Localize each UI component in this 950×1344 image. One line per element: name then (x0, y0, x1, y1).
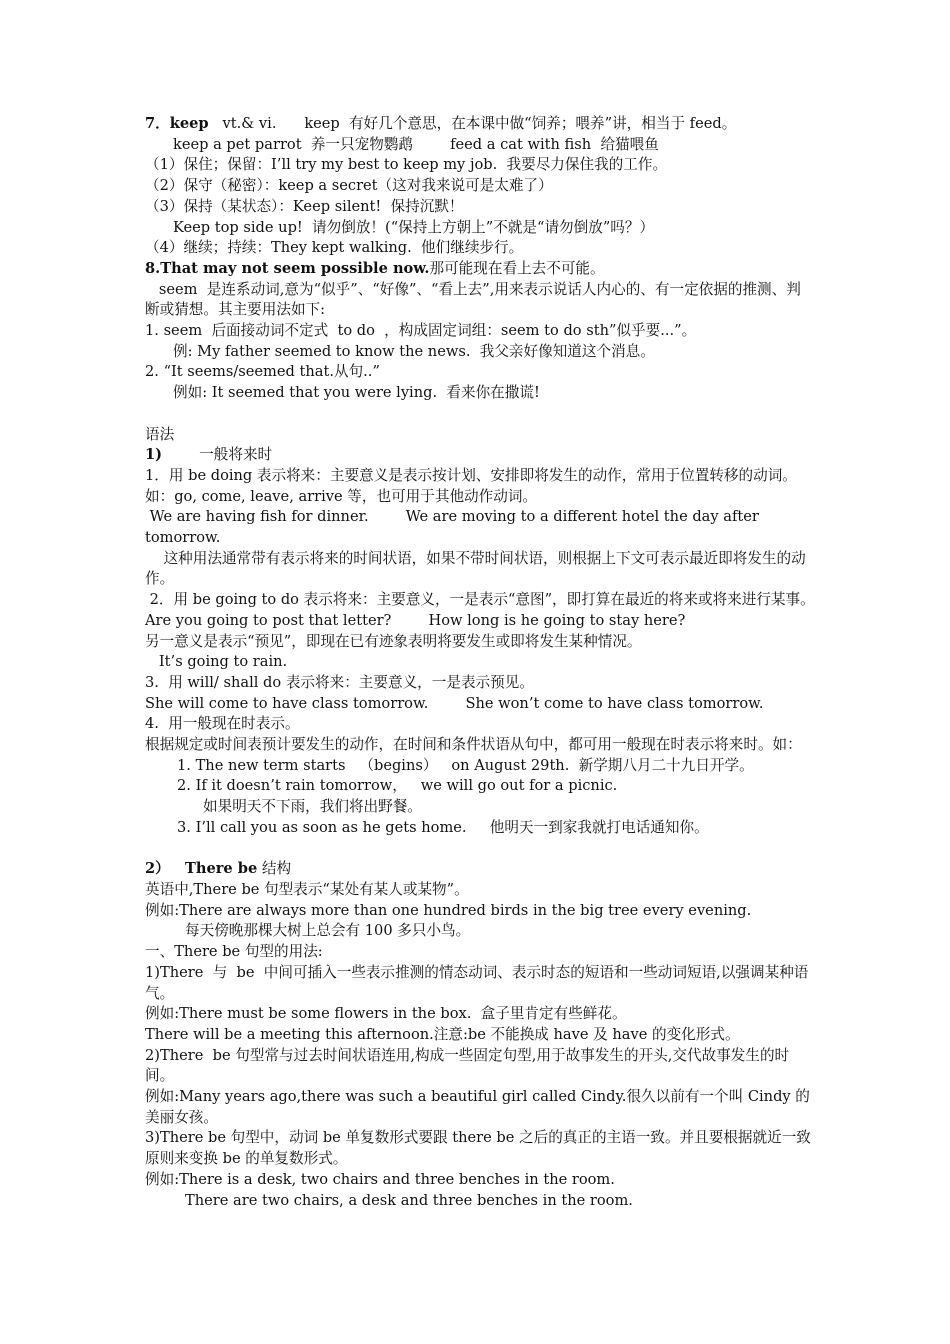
text-line: 例如: It seemed that you were lying. 看来你在撒谎! (173, 384, 540, 402)
text-line (145, 114, 815, 135)
text-line: （2）保守（秘密）：keep a secret（这对我来说可是太难了） (145, 177, 553, 195)
text-line: 例: My father seemed to know the news. 我父亲好像知道这个消息。 (173, 342, 655, 360)
text-line: 语法 (145, 425, 175, 443)
text-line: Keep top side up! 请勿倒放！(“保持上方朝上”不就是“请勿倒放”吗？） (173, 218, 655, 236)
bold-heading: 7．keep (145, 115, 209, 132)
text-line: 例如:There must be some flowers in the box. 盒子里肯定有些鲜花。 (145, 1005, 627, 1023)
line-text: 那可能现在看上去不可能。 (429, 259, 605, 277)
text-line: 例如:There are always more than one hundred birds in the big tree every evening. (145, 901, 752, 919)
text-line: 3)There be 句型中，动词 be 单复数形式要跟 there be 之后的真正的主语一致。并且要根据就近一致原则来变换 be 的单复数形式。 (145, 1129, 811, 1168)
text-line: 例如:Many years ago,there was such a beautiful girl called Cindy.很久以前有一个叫 Cindy 的美丽女孩。 (145, 1088, 810, 1126)
text-line: 3. 用 will/ shall do 表示将来：主要意义，一是表示预见。 (145, 673, 534, 691)
text-line: 英语中,There be 句型表示“某处有某人或某物”。 (145, 880, 469, 898)
text-line: 4. 用一般现在时表示。 (145, 715, 300, 733)
text-line: There will be a meeting this afternoon.注意:be 不能换成 have 及 have 的变化形式。 (145, 1025, 740, 1043)
text-line: 例如:There is a desk, two chairs and three benches in the room. (145, 1170, 615, 1188)
text-line: 2)There be 句型常与过去时间状语连用,构成一些固定句型,用于故事发生的开头,交代故事发生的时间。 (145, 1046, 790, 1085)
line-text: 一般将来时 (162, 446, 273, 464)
text-line: seem 是连系动词,意为“似乎”、“好像”、“看上去”,用来表示说话人内心的、有一定依据的推测、判断或猜想。其主要用法如下: (145, 280, 801, 319)
line-text: vt.& vi. keep 有好几个意思，在本课中做“饲养；喂养”讲，相当于 feed。 (208, 115, 737, 132)
bold-heading: 2） There be (145, 860, 258, 878)
text-line: （3）保持（某状态）：Keep silent! 保持沉默！ (145, 197, 464, 215)
text-line: 一、There be 句型的用法: (145, 943, 323, 961)
text-line: 3. I’ll call you as soon as he gets home. 他明天一到家我就打电话通知你。 (177, 818, 709, 836)
text-line (145, 839, 815, 860)
text-line: We are having fish for dinner. We are moving to a different hotel the day after tomorrow. (145, 508, 764, 547)
text-line: 1．用 be doing 表示将来：主要意义是表示按计划、安排即将发生的动作，常用于位置转移的动词。 如：go, come, leave, arrive 等，也可用于其他动作动词。 (145, 466, 807, 505)
text-line: 2. “It seems/seemed that.从句..” (145, 363, 380, 381)
text-line (145, 859, 815, 880)
bold-heading: 8.That may not seem possible now. (145, 259, 430, 277)
line-text: 结构 (257, 860, 292, 878)
text-line (145, 445, 815, 466)
text-line: 2. If it doesn’t rain tomorrow， we will go out for a picnic. (177, 777, 618, 795)
text-line: 根据规定或时间表预计要发生的动作，在时间和条件状语从句中，都可用一般现在时表示将来时。如： (145, 736, 802, 754)
text-line: keep a pet parrot 养一只宠物鹦鹉 feed a cat with fish 给猫喂鱼 (173, 135, 659, 153)
text-line: 2．用 be going to do 表示将来：主要意义，一是表示“意图”，即打算在最近的将来或将来进行某事。 Are you going to post that letter? How long is he going to stay here? (145, 591, 843, 629)
text-line (145, 404, 815, 425)
text-line: 这种用法通常带有表示将来的时间状语，如果不带时间状语，则根据上下文可表示最近即将发生的动作。 (145, 549, 806, 588)
text-line: 1)There 与 be 中间可插入一些表示推测的情态动词、表示时态的短语和一些动词短语,以强调某种语气。 (145, 963, 809, 1002)
text-line: （1）保住；保留：I’ll try my best to keep my job. 我要尽力保住我的工作。 (145, 156, 668, 174)
document-body (145, 114, 843, 1211)
text-line: 如果明天不下雨，我们将出野餐。 (203, 798, 422, 816)
text-line: She will come to have class tomorrow. She won’t come to have class tomorrow. (145, 694, 764, 712)
text-line: 另一意义是表示“预见”，即现在已有迹象表明将要发生或即将发生某种情况。 (145, 632, 642, 650)
text-line: 1. The new term starts （begins） on August 29th. 新学期八月二十九日开学。 (177, 756, 754, 774)
text-line: 1. seem 后面接动词不定式 to do ，构成固定词组：seem to do sth”似乎要...”。 (145, 322, 697, 340)
text-line: It’s going to rain. (145, 653, 288, 671)
text-line: 每天傍晚那棵大树上总会有 100 多只小鸟。 (185, 922, 471, 940)
text-line: There are two chairs, a desk and three benches in the room. (185, 1191, 633, 1209)
text-line: （4）继续；持续：They kept walking. 他们继续步行。 (145, 239, 524, 257)
bold-heading: 1) (145, 446, 163, 464)
text-line (145, 259, 815, 280)
